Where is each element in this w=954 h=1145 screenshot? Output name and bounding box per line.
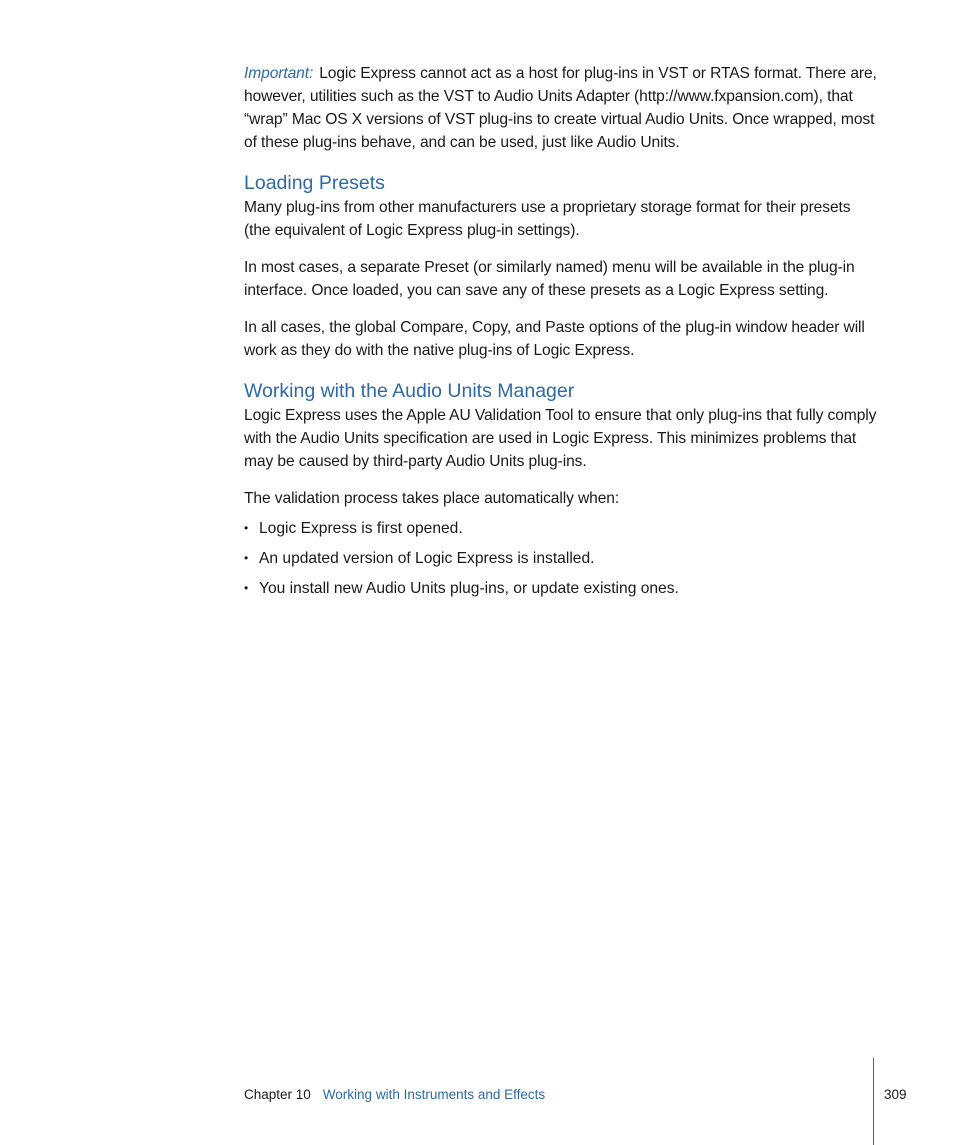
- paragraph: The validation process takes place automatically when:: [244, 490, 620, 507]
- section-heading-loading-presets: Loading Presets: [244, 172, 385, 194]
- list-item-text: Logic Express is first opened.: [259, 520, 463, 537]
- footer-divider: [873, 1058, 874, 1145]
- paragraph: In all cases, the global Compare, Copy, and Paste options of the plug-in window header will work as they do with the native plug-ins of Logic Express.: [244, 319, 865, 359]
- page-number: 309: [884, 1087, 907, 1102]
- list-item: [244, 577, 880, 600]
- page-footer: [244, 1086, 545, 1104]
- list-item-text: You install new Audio Units plug-ins, or update existing ones.: [259, 580, 679, 597]
- section-heading-audio-units-manager: Working with the Audio Units Manager: [244, 380, 575, 402]
- list-item: [244, 547, 880, 570]
- list-item: [244, 517, 880, 540]
- footer-chapter-title: Working with Instruments and Effects: [322, 1087, 546, 1102]
- important-text: Logic Express cannot act as a host for plug-ins in VST or RTAS format. There are, however, utilities such as the VST to Audio Units Adapter (http://www.fxpansion.com), that “wrap” Mac OS X versions of VST plug-ins to create virtual Audio Units. Once wrapped, most of these plug-ins behave, and can be used, just like Audio Units.: [244, 65, 877, 151]
- important-label: Important:: [244, 65, 314, 82]
- page-content: [244, 62, 880, 607]
- paragraph: Logic Express uses the Apple AU Validation Tool to ensure that only plug-ins that fully comply with the Audio Units specification are used in Logic Express. This minimizes problems that may be caused by third-party Audio Units plug-ins.: [244, 407, 877, 470]
- bullet-icon: •: [244, 521, 249, 535]
- paragraph: In most cases, a separate Preset (or similarly named) menu will be available in the plug-in interface. Once loaded, you can save any of these presets as a Logic Express setting.: [244, 259, 855, 299]
- bullet-list: [244, 517, 880, 600]
- paragraph: Many plug-ins from other manufacturers use a proprietary storage format for their presets (the equivalent of Logic Express plug-in settings).: [244, 199, 851, 239]
- bullet-icon: •: [244, 581, 249, 595]
- list-item-text: An updated version of Logic Express is installed.: [259, 550, 595, 567]
- important-note: [244, 62, 880, 154]
- bullet-icon: •: [244, 551, 249, 565]
- footer-chapter: Chapter 10: [244, 1087, 311, 1102]
